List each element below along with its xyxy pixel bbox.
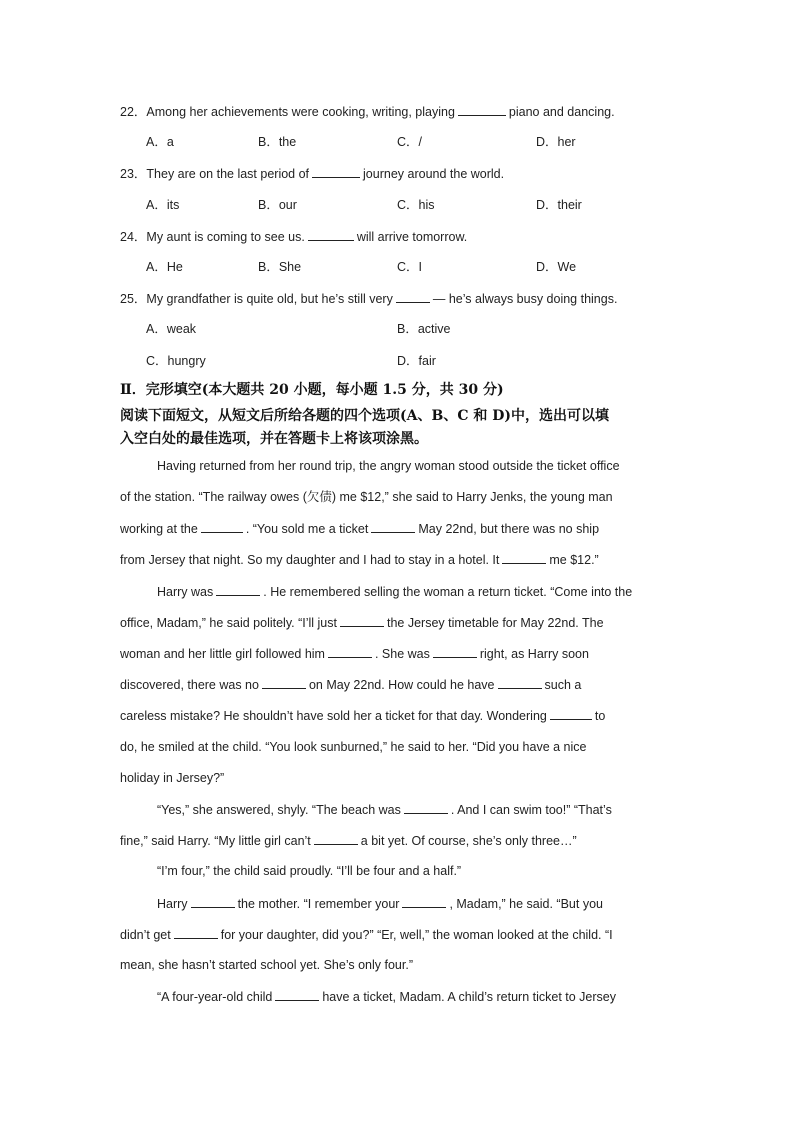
passage-line: “A four-year-old child have a ticket, Madam. A child’s return ticket to Jersey	[157, 990, 616, 1004]
answer-blank	[201, 520, 243, 533]
passage-line: Having returned from her round trip, the angry woman stood outside the ticket office	[157, 459, 620, 473]
passage-line: holiday in Jersey?”	[120, 771, 225, 785]
option-b: B．She	[258, 260, 302, 274]
passage-line: from Jersey that night. So my daughter and I had to stay in a hotel. It me $12.”	[120, 553, 599, 567]
passage-line: discovered, there was no on May 22nd. How could he have such a	[120, 678, 582, 692]
question-text: journey around the world.	[363, 167, 505, 181]
answer-blank	[312, 165, 360, 178]
passage-line: woman and her little girl followed him . She was right, as Harry soon	[120, 647, 589, 661]
option-d: D．her	[536, 135, 576, 149]
answer-blank	[262, 676, 306, 689]
option-b: B．our	[258, 198, 297, 212]
question-number: 25	[120, 292, 134, 306]
passage-line: office, Madam,” he said politely. “I’ll just the Jersey timetable for May 22nd. The	[120, 616, 604, 630]
option-c: C．his	[397, 198, 435, 212]
passage-line: working at the . “You sold me a ticket May 22nd, but there was no ship	[120, 522, 600, 536]
question-number: 22	[120, 105, 134, 119]
option-c: C．I	[397, 260, 423, 274]
option-b: B．active	[397, 322, 451, 336]
question-24: 24．My aunt is coming to see us. will arrive tomorrow.	[120, 230, 468, 244]
passage-line: didn’t get for your daughter, did you?” “Er, well,” the woman looked at the child. “I	[120, 928, 613, 942]
section-instruction: 入空白处的最佳选项，并在答题卡上将该项涂黑。	[120, 431, 428, 447]
question-25: 25．My grandfather is quite old, but he’s still very — he’s always busy doing things.	[120, 292, 618, 306]
answer-blank	[498, 676, 542, 689]
passage-line: do, he smiled at the child. “You look sunburned,” he said to her. “Did you have a nice	[120, 740, 587, 754]
option-a: A．its	[146, 198, 180, 212]
question-text: will arrive tomorrow.	[356, 230, 468, 244]
answer-blank	[216, 583, 260, 596]
answer-blank	[174, 926, 218, 939]
question-text: — he’s always busy doing things.	[432, 292, 618, 306]
option-a: A．weak	[146, 322, 197, 336]
answer-blank	[191, 895, 235, 908]
question-22: 22．Among her achievements were cooking, writing, playing piano and dancing.	[120, 105, 615, 119]
question-text: My grandfather is quite old, but he’s still very	[146, 292, 393, 306]
section-instruction: 阅读下面短文，从短文后所给各题的四个选项(A、B、C 和 D)中，选出可以填	[120, 408, 609, 424]
option-d: D．their	[536, 198, 582, 212]
answer-blank	[340, 614, 384, 627]
passage-line: of the station. “The railway owes (欠债) me $12,” she said to Harry Jenks, the young man	[120, 490, 613, 504]
passage-line: “I’m four,” the child said proudly. “I’ll be four and a half.”	[157, 864, 462, 878]
answer-blank	[502, 551, 546, 564]
answer-blank	[308, 228, 354, 241]
option-a: A．a	[146, 135, 174, 149]
question-number: 24	[120, 230, 134, 244]
option-c: C．hungry	[146, 354, 206, 368]
answer-blank	[314, 832, 358, 845]
question-text: My aunt is coming to see us.	[146, 230, 305, 244]
passage-line: mean, she hasn’t started school yet. She’s only four.”	[120, 958, 413, 972]
answer-blank	[371, 520, 415, 533]
answer-blank	[275, 988, 319, 1001]
question-text: piano and dancing.	[508, 105, 615, 119]
passage-line: Harry was . He remembered selling the woman a return ticket. “Come into the	[157, 585, 633, 599]
answer-blank	[402, 895, 446, 908]
answer-blank	[328, 645, 372, 658]
option-d: D．We	[536, 260, 577, 274]
answer-blank	[458, 103, 506, 116]
question-text: They are on the last period of	[146, 167, 310, 181]
option-d: D．fair	[397, 354, 436, 368]
section-title: Ⅱ．完形填空(本大题共 20 小题，每小题 1.5 分，共 30 分)	[120, 382, 504, 398]
answer-blank	[396, 290, 430, 303]
question-number: 23	[120, 167, 134, 181]
question-23: 23．They are on the last period of journey around the world.	[120, 167, 505, 181]
passage-line: “Yes,” she answered, shyly. “The beach was . And I can swim too!” “That’s	[157, 803, 612, 817]
passage-line: fine,” said Harry. “My little girl can’t a bit yet. Of course, she’s only three…”	[120, 834, 577, 848]
question-text: Among her achievements were cooking, writing, playing	[146, 105, 455, 119]
answer-blank	[433, 645, 477, 658]
option-a: A．He	[146, 260, 183, 274]
answer-blank	[550, 707, 592, 720]
option-c: C．/	[397, 135, 423, 149]
answer-blank	[404, 801, 448, 814]
passage-line: careless mistake? He shouldn’t have sold her a ticket for that day. Wondering to	[120, 709, 606, 723]
option-b: B．the	[258, 135, 297, 149]
passage-line: Harry the mother. “I remember your , Madam,” he said. “But you	[157, 897, 603, 911]
